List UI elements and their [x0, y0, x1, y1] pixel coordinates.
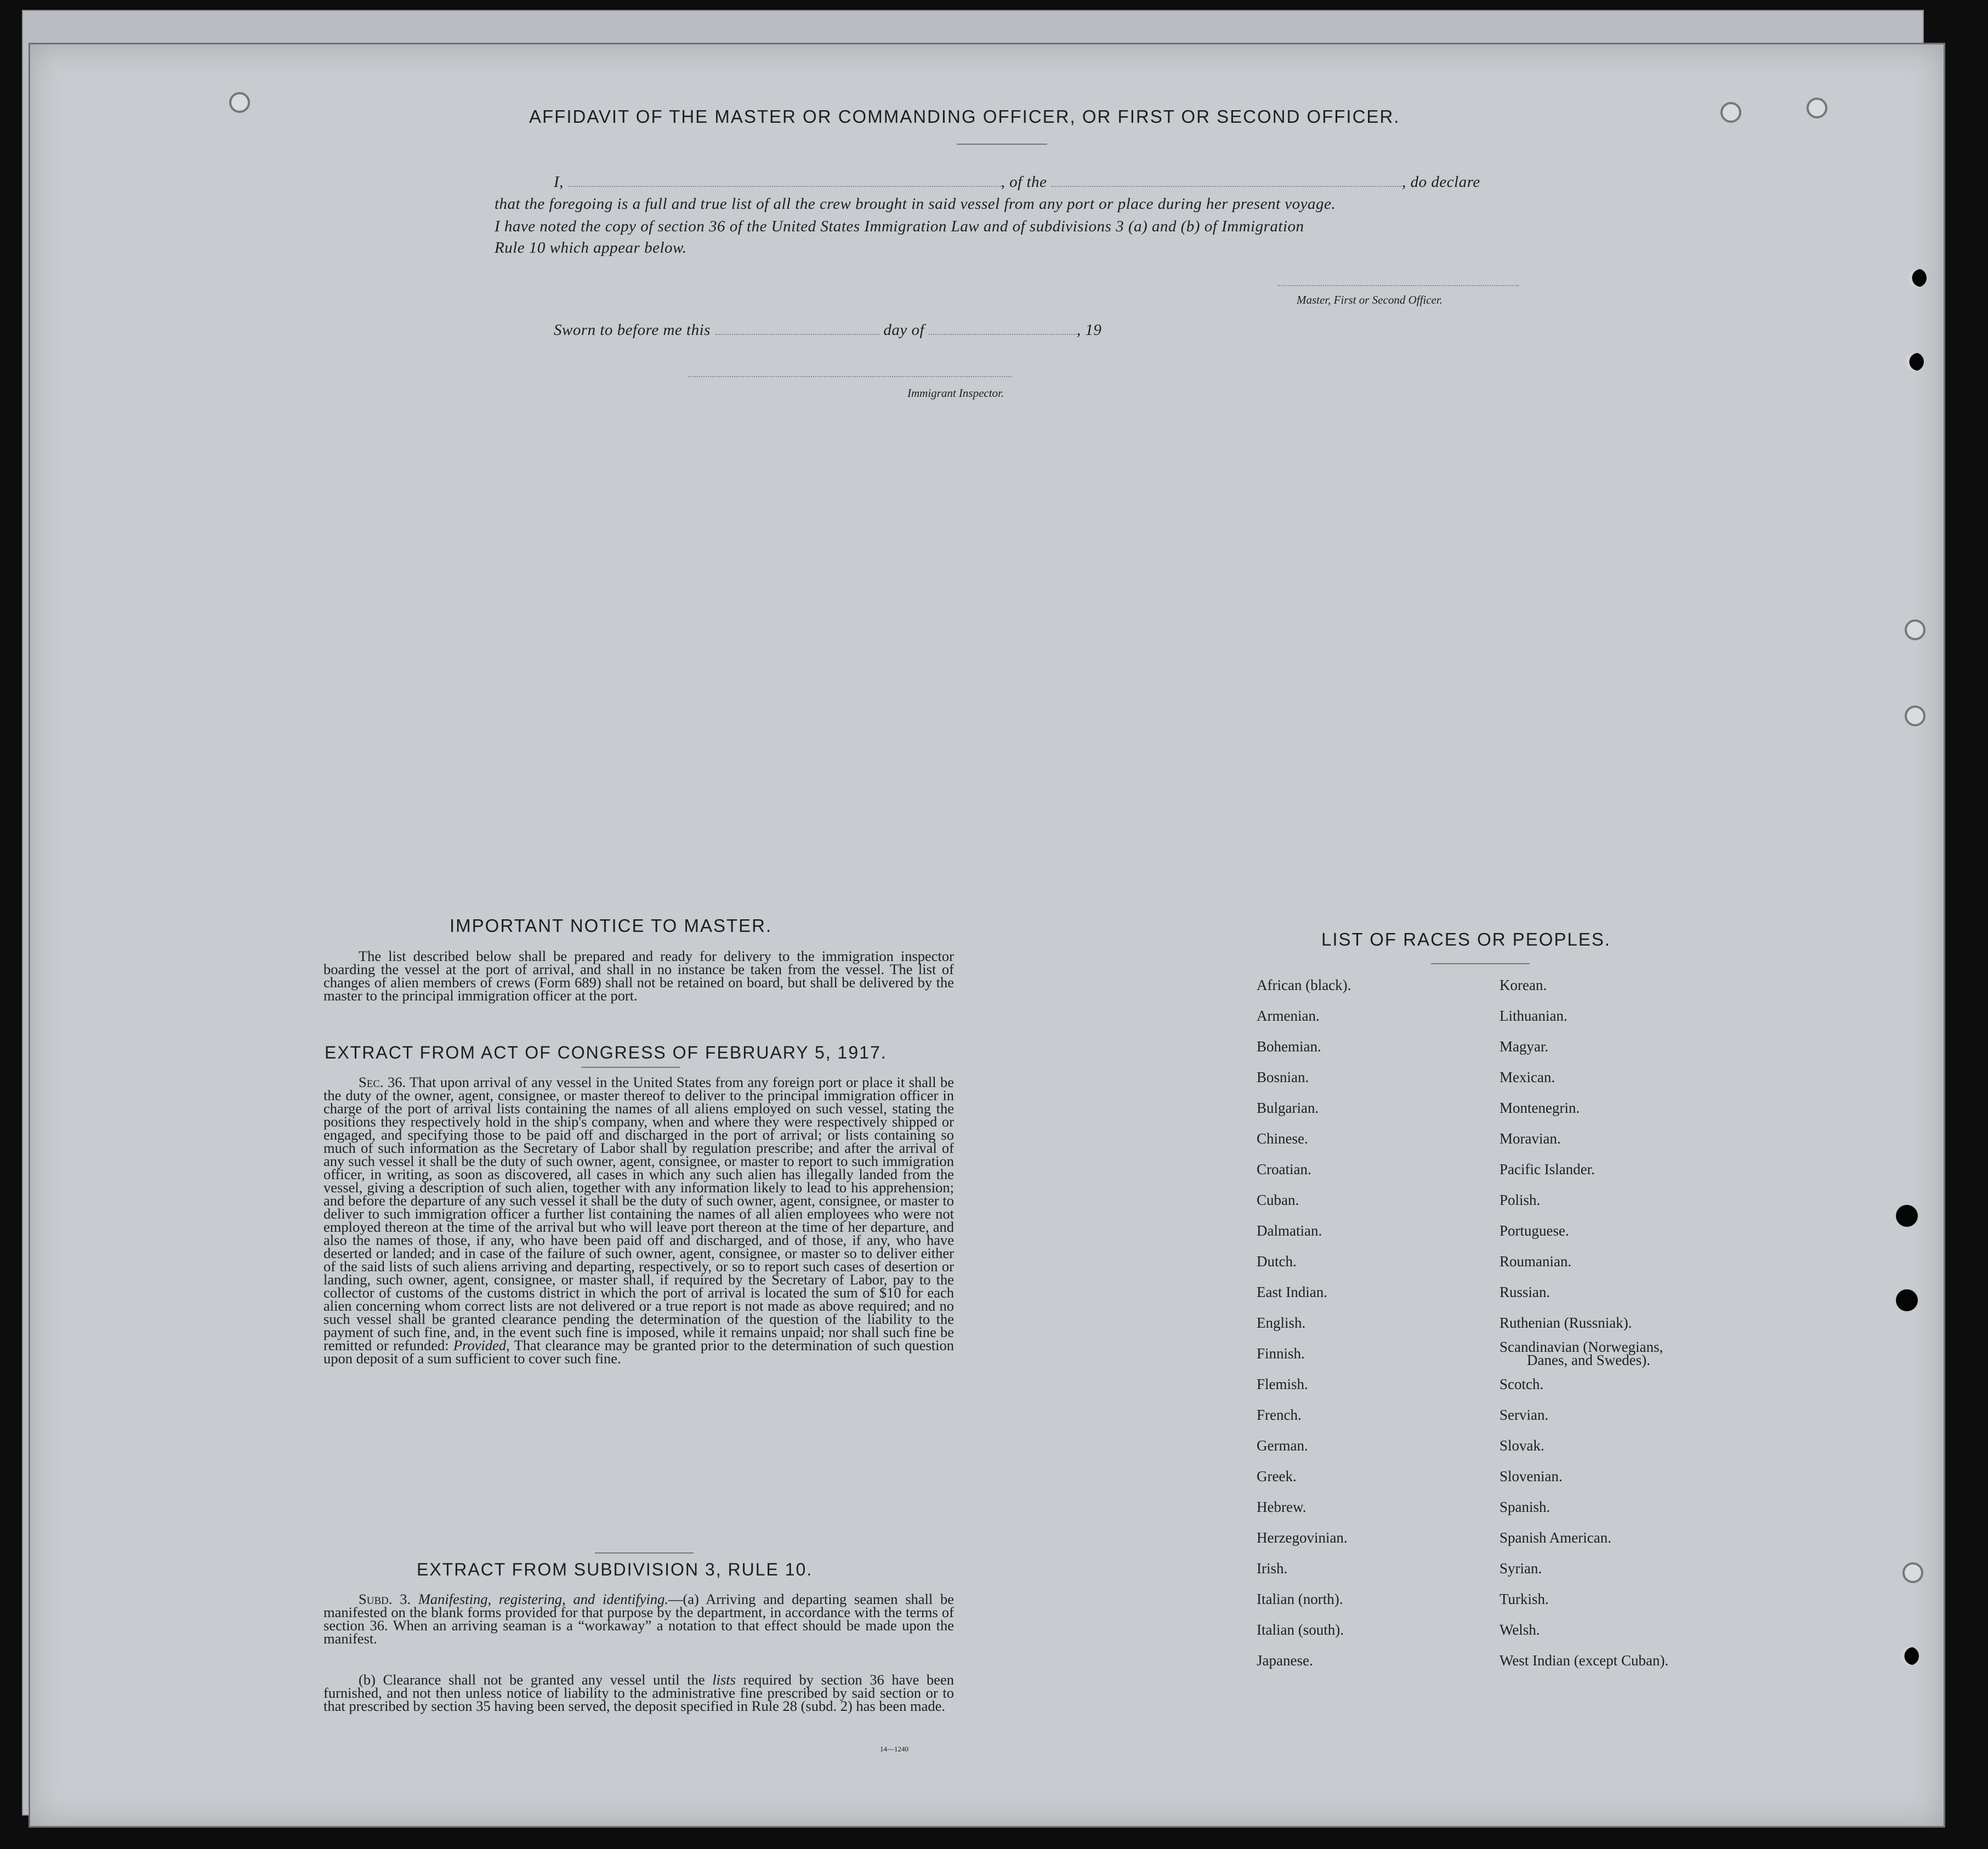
punch-hole-icon: [1900, 1647, 1919, 1665]
punch-hole-icon: [1908, 269, 1927, 287]
section-36-body: That upon arrival of any vessel in the United States from any foreign port or place it shall be the duty of the owner, agent, consignee, or master thereof to deliver to the principal immigration officer in charge of the port of arrival lists containing the names of all aliens employed on such vessel, stating the positions they respectively hold in the ship's company, when and where they were respectively shipped or engaged, and specifying those to be paid off and discharged in the port of arrival; or lists containing so much of such information as the Secretary of Labor shall by regulation prescribe; and after the arrival of any such vessel it shall be the duty of such owner, agent, consignee, or master to report to such immigration officer, in writing, as soon as discovered, all cases in which any such alien has illegally landed from the vessel, giving a description of such alien, together with any information likely to lead to his apprehension; and before the departure of any such vessel it shall be the duty of such owner, agent, consignee, or master to deliver to such immigration officer a further list containing the names of all alien employees who were not employed thereon at the time of the arrival but who will leave port thereon at the time of her departure, and also the names of those, if any, who have been paid off and discharged, and of those, if any, who have deserted or landed; and in case of the failure of such owner, agent, consignee, or master so to deliver either of the said lists of such aliens arriving and departing, respectively, or so to report such cases of desertion or landing, such owner, agent, consignee, or master shall, if required by the Secretary of Labor, pay to the collector of customs of the customs district in which the port of arrival is located the sum of $10 for each alien concerning whom correct lists are not delivered or a true report is not made as above required; and no such vessel shall be granted clearance pending the determination of the question of the liability to the payment of such fine, and, in the event such fine is imposed, while it remains unpaid; nor shall such fine be remitted or refunded:: [323, 1074, 954, 1353]
race-item: Portuguese.: [1499, 1222, 1569, 1239]
race-item: Slovak.: [1499, 1437, 1544, 1454]
race-item: Cuban.: [1257, 1192, 1299, 1208]
extract-rule-title: EXTRACT FROM SUBDIVISION 3, RULE 10.: [417, 1560, 813, 1579]
race-item: Mexican.: [1499, 1069, 1555, 1085]
punch-hole-icon: [1905, 706, 1925, 726]
form-number: 14—1240: [880, 1745, 908, 1753]
punch-hole-icon: [1902, 1562, 1923, 1583]
extract-act-title: EXTRACT FROM ACT OF CONGRESS OF FEBRUARY 5, 1917.: [325, 1043, 887, 1062]
race-item: Moravian.: [1499, 1130, 1561, 1147]
subd-heading: Manifesting, registering, and identifying.: [418, 1591, 668, 1607]
notice-body: The list described below shall be prepared and ready for delivery to the immigration inspector boarding the vessel at the port of arrival, and shall in no instance be taken from the vessel. The list of changes of alien members of crews (Form 689) shall not be retained on board, but shall be delivered by the master to the principal immigration officer at the port.: [323, 948, 954, 1004]
punch-hole-icon: [1896, 1205, 1918, 1227]
race-item: Pacific Islander.: [1499, 1161, 1595, 1177]
declare-end-text: , do declare: [1402, 173, 1480, 191]
race-item-continuation: Danes, and Swedes).: [1527, 1352, 1650, 1368]
declaration-line-4: Rule 10 which appear below.: [495, 239, 687, 257]
race-item: Slovenian.: [1499, 1468, 1563, 1484]
subd-label: Subd. 3.: [359, 1591, 411, 1607]
race-item: Herzegovinian.: [1257, 1529, 1348, 1546]
race-item: Syrian.: [1499, 1560, 1542, 1577]
vessel-name-field[interactable]: [1051, 174, 1402, 187]
subd-para-b-start: (b) Clearance shall not be granted any vessel until the: [359, 1671, 705, 1688]
sworn-year-label: , 19: [1076, 321, 1102, 339]
section-36-label: Sec. 36.: [359, 1074, 406, 1090]
subd-para-b-lists: lists: [712, 1671, 736, 1688]
race-item: Greek.: [1257, 1468, 1297, 1484]
race-item: Lithuanian.: [1499, 1008, 1567, 1024]
race-item: Bosnian.: [1257, 1069, 1309, 1085]
race-item: Armenian.: [1257, 1008, 1320, 1024]
race-item: Bulgarian.: [1257, 1100, 1319, 1116]
inspector-label: Immigrant Inspector.: [907, 386, 1004, 400]
punch-hole-icon: [1896, 1289, 1918, 1311]
title-divider: [957, 144, 1047, 145]
proviso-word: Provided,: [453, 1337, 510, 1353]
race-item: French.: [1257, 1407, 1302, 1423]
declaration-line-1: [554, 173, 1541, 191]
sworn-line: [554, 321, 1101, 339]
section-36-text: [323, 1076, 954, 1365]
extract-act-divider: [581, 1067, 680, 1068]
declaration-line-3: I have noted the copy of section 36 of the United States Immigration Law and of subdivisions 3 (a) and (b) of Immigration: [495, 218, 1304, 235]
race-item: Croatian.: [1257, 1161, 1311, 1177]
sworn-day-field[interactable]: [715, 322, 879, 335]
declare-i-text: I,: [554, 173, 564, 191]
sworn-day-label: day of: [883, 321, 925, 339]
declaration-line-2: that the foregoing is a full and true list of all the crew brought in said vessel from any port or place during her present voyage.: [495, 195, 1336, 213]
punch-hole-icon: [1807, 98, 1827, 118]
sworn-prefix: Sworn to before me this: [554, 321, 711, 339]
races-divider: [1431, 963, 1530, 964]
race-item: Flemish.: [1257, 1376, 1308, 1392]
race-item: Roumanian.: [1499, 1253, 1572, 1270]
master-signature-label: Master, First or Second Officer.: [1297, 293, 1442, 306]
race-item: Finnish.: [1257, 1345, 1305, 1362]
subd-para-b-end: required by section 36 have been furnished, and not then unless notice of liability to the administrative fine prescribed by said section or to that prescribed by section 35 having been served, the deposit specified in Rule 28 (subd. 2) has been made.: [323, 1671, 954, 1714]
race-item: Dalmatian.: [1257, 1222, 1322, 1239]
race-item: Turkish.: [1499, 1591, 1549, 1607]
race-item: Korean.: [1499, 977, 1547, 993]
race-item: West Indian (except Cuban).: [1499, 1652, 1669, 1669]
race-item: African (black).: [1257, 977, 1351, 993]
proviso-text: That clearance may be granted prior to the determination of such question upon deposit of a sum sufficient to cover such fine.: [323, 1337, 954, 1367]
race-item: Irish.: [1257, 1560, 1288, 1577]
subdivision-3b-text: [323, 1673, 954, 1713]
race-item: Chinese.: [1257, 1130, 1308, 1147]
race-item: Scotch.: [1499, 1376, 1544, 1392]
rule-divider: [595, 1552, 694, 1554]
race-item: Ruthenian (Russniak).: [1499, 1315, 1632, 1331]
race-item: East Indian.: [1257, 1284, 1327, 1300]
race-item: Bohemian.: [1257, 1038, 1321, 1055]
master-signature-line[interactable]: [1277, 285, 1519, 286]
race-item: Magyar.: [1499, 1038, 1549, 1055]
race-item: English.: [1257, 1315, 1306, 1331]
race-item: Spanish.: [1499, 1499, 1550, 1515]
race-item: Scandinavian (Norwegians,: [1499, 1339, 1663, 1355]
punch-hole-icon: [1905, 352, 1924, 371]
declare-of-text: , of the: [1001, 173, 1047, 191]
declarant-name-field[interactable]: [568, 174, 1001, 187]
race-item: Japanese.: [1257, 1652, 1313, 1669]
race-item: Hebrew.: [1257, 1499, 1307, 1515]
race-item: Montenegrin.: [1499, 1100, 1580, 1116]
notice-text: [323, 949, 954, 1002]
affidavit-title: AFFIDAVIT OF THE MASTER OR COMMANDING OFFICER, OR FIRST OR SECOND OFFICER.: [529, 106, 1400, 127]
inspector-signature-line[interactable]: [688, 376, 1012, 377]
punch-hole-icon: [229, 92, 250, 113]
notice-title: IMPORTANT NOTICE TO MASTER.: [450, 915, 773, 936]
race-item: Italian (south).: [1257, 1622, 1344, 1638]
sworn-month-field[interactable]: [929, 322, 1077, 335]
subdivision-3-text: [323, 1592, 954, 1645]
race-item: Italian (north).: [1257, 1591, 1343, 1607]
punch-hole-icon: [1720, 102, 1741, 123]
race-item: Spanish American.: [1499, 1529, 1611, 1546]
subd-para-a: —(a) Arriving and departing seamen shall be manifested on the blank forms provided for that purpose by the department, in accordance with the terms of section 36. When an arriving seaman is a “workaway” a notation to that effect should be made upon the manifest.: [323, 1591, 954, 1647]
punch-hole-icon: [1905, 619, 1925, 640]
races-title: LIST OF RACES OR PEOPLES.: [1321, 929, 1611, 949]
race-item: Polish.: [1499, 1192, 1541, 1208]
race-item: Russian.: [1499, 1284, 1550, 1300]
race-item: German.: [1257, 1437, 1308, 1454]
race-item: Servian.: [1499, 1407, 1549, 1423]
race-item: Dutch.: [1257, 1253, 1297, 1270]
document-page: [29, 43, 1945, 1828]
race-item: Welsh.: [1499, 1622, 1540, 1638]
